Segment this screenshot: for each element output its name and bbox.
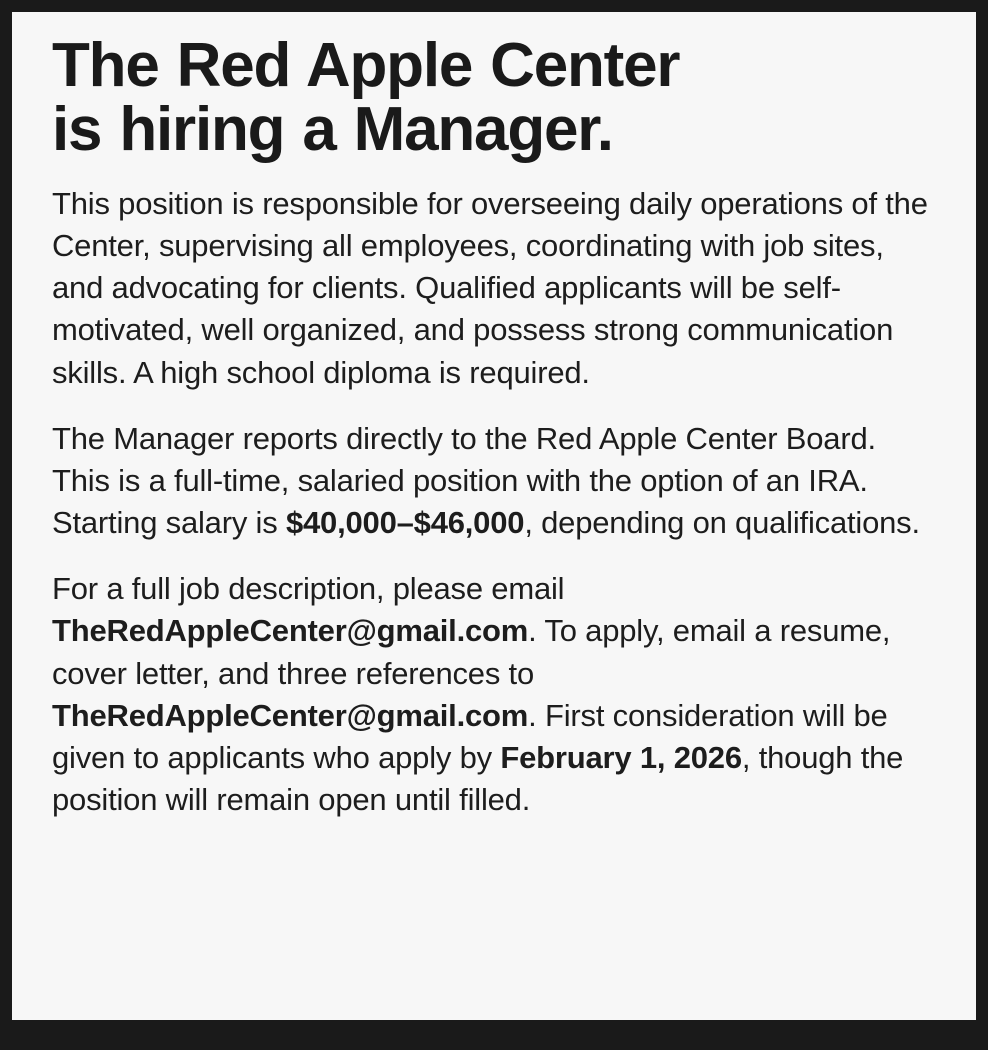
body-text: The Manager reports directly to the Red Apple Center Board. This is a full-time, salaried position with the option of an IRA. Starting salary is bbox=[52, 420, 876, 541]
paragraph-job-description bbox=[52, 183, 936, 394]
emphasized-text: TheRedAppleCenter@gmail.com bbox=[52, 613, 529, 649]
emphasized-text: February 1, 2026 bbox=[500, 739, 742, 775]
body-text: , depending on qualifications. bbox=[524, 505, 920, 541]
body-text: , though the position will remain open until filled. bbox=[52, 739, 904, 817]
body-text: . To apply, email a resume, cover letter, and three references to bbox=[52, 613, 891, 691]
emphasized-text: TheRedAppleCenter@gmail.com bbox=[52, 697, 529, 733]
body-text: This position is responsible for overseeing daily operations of the Center, supervising all employees, coordinating with job sites, and advocating for clients. Qualified applicants will be self-motivated, well organized, and possess strong communication skills. A high school diploma is required. bbox=[52, 185, 928, 390]
body-text: . First consideration will be given to applicants who apply by bbox=[52, 697, 888, 775]
paragraph-reporting-and-salary bbox=[52, 418, 936, 544]
headline-line-2: is hiring a Manager. bbox=[52, 95, 613, 165]
advertisement-body bbox=[12, 12, 976, 1020]
emphasized-text: $40,000–$46,000 bbox=[285, 505, 525, 541]
headline-line-1: The Red Apple Center bbox=[52, 31, 680, 100]
body-text: For a full job description, please email bbox=[52, 571, 565, 607]
paragraph-how-to-apply bbox=[52, 568, 936, 821]
page-title bbox=[52, 31, 936, 165]
